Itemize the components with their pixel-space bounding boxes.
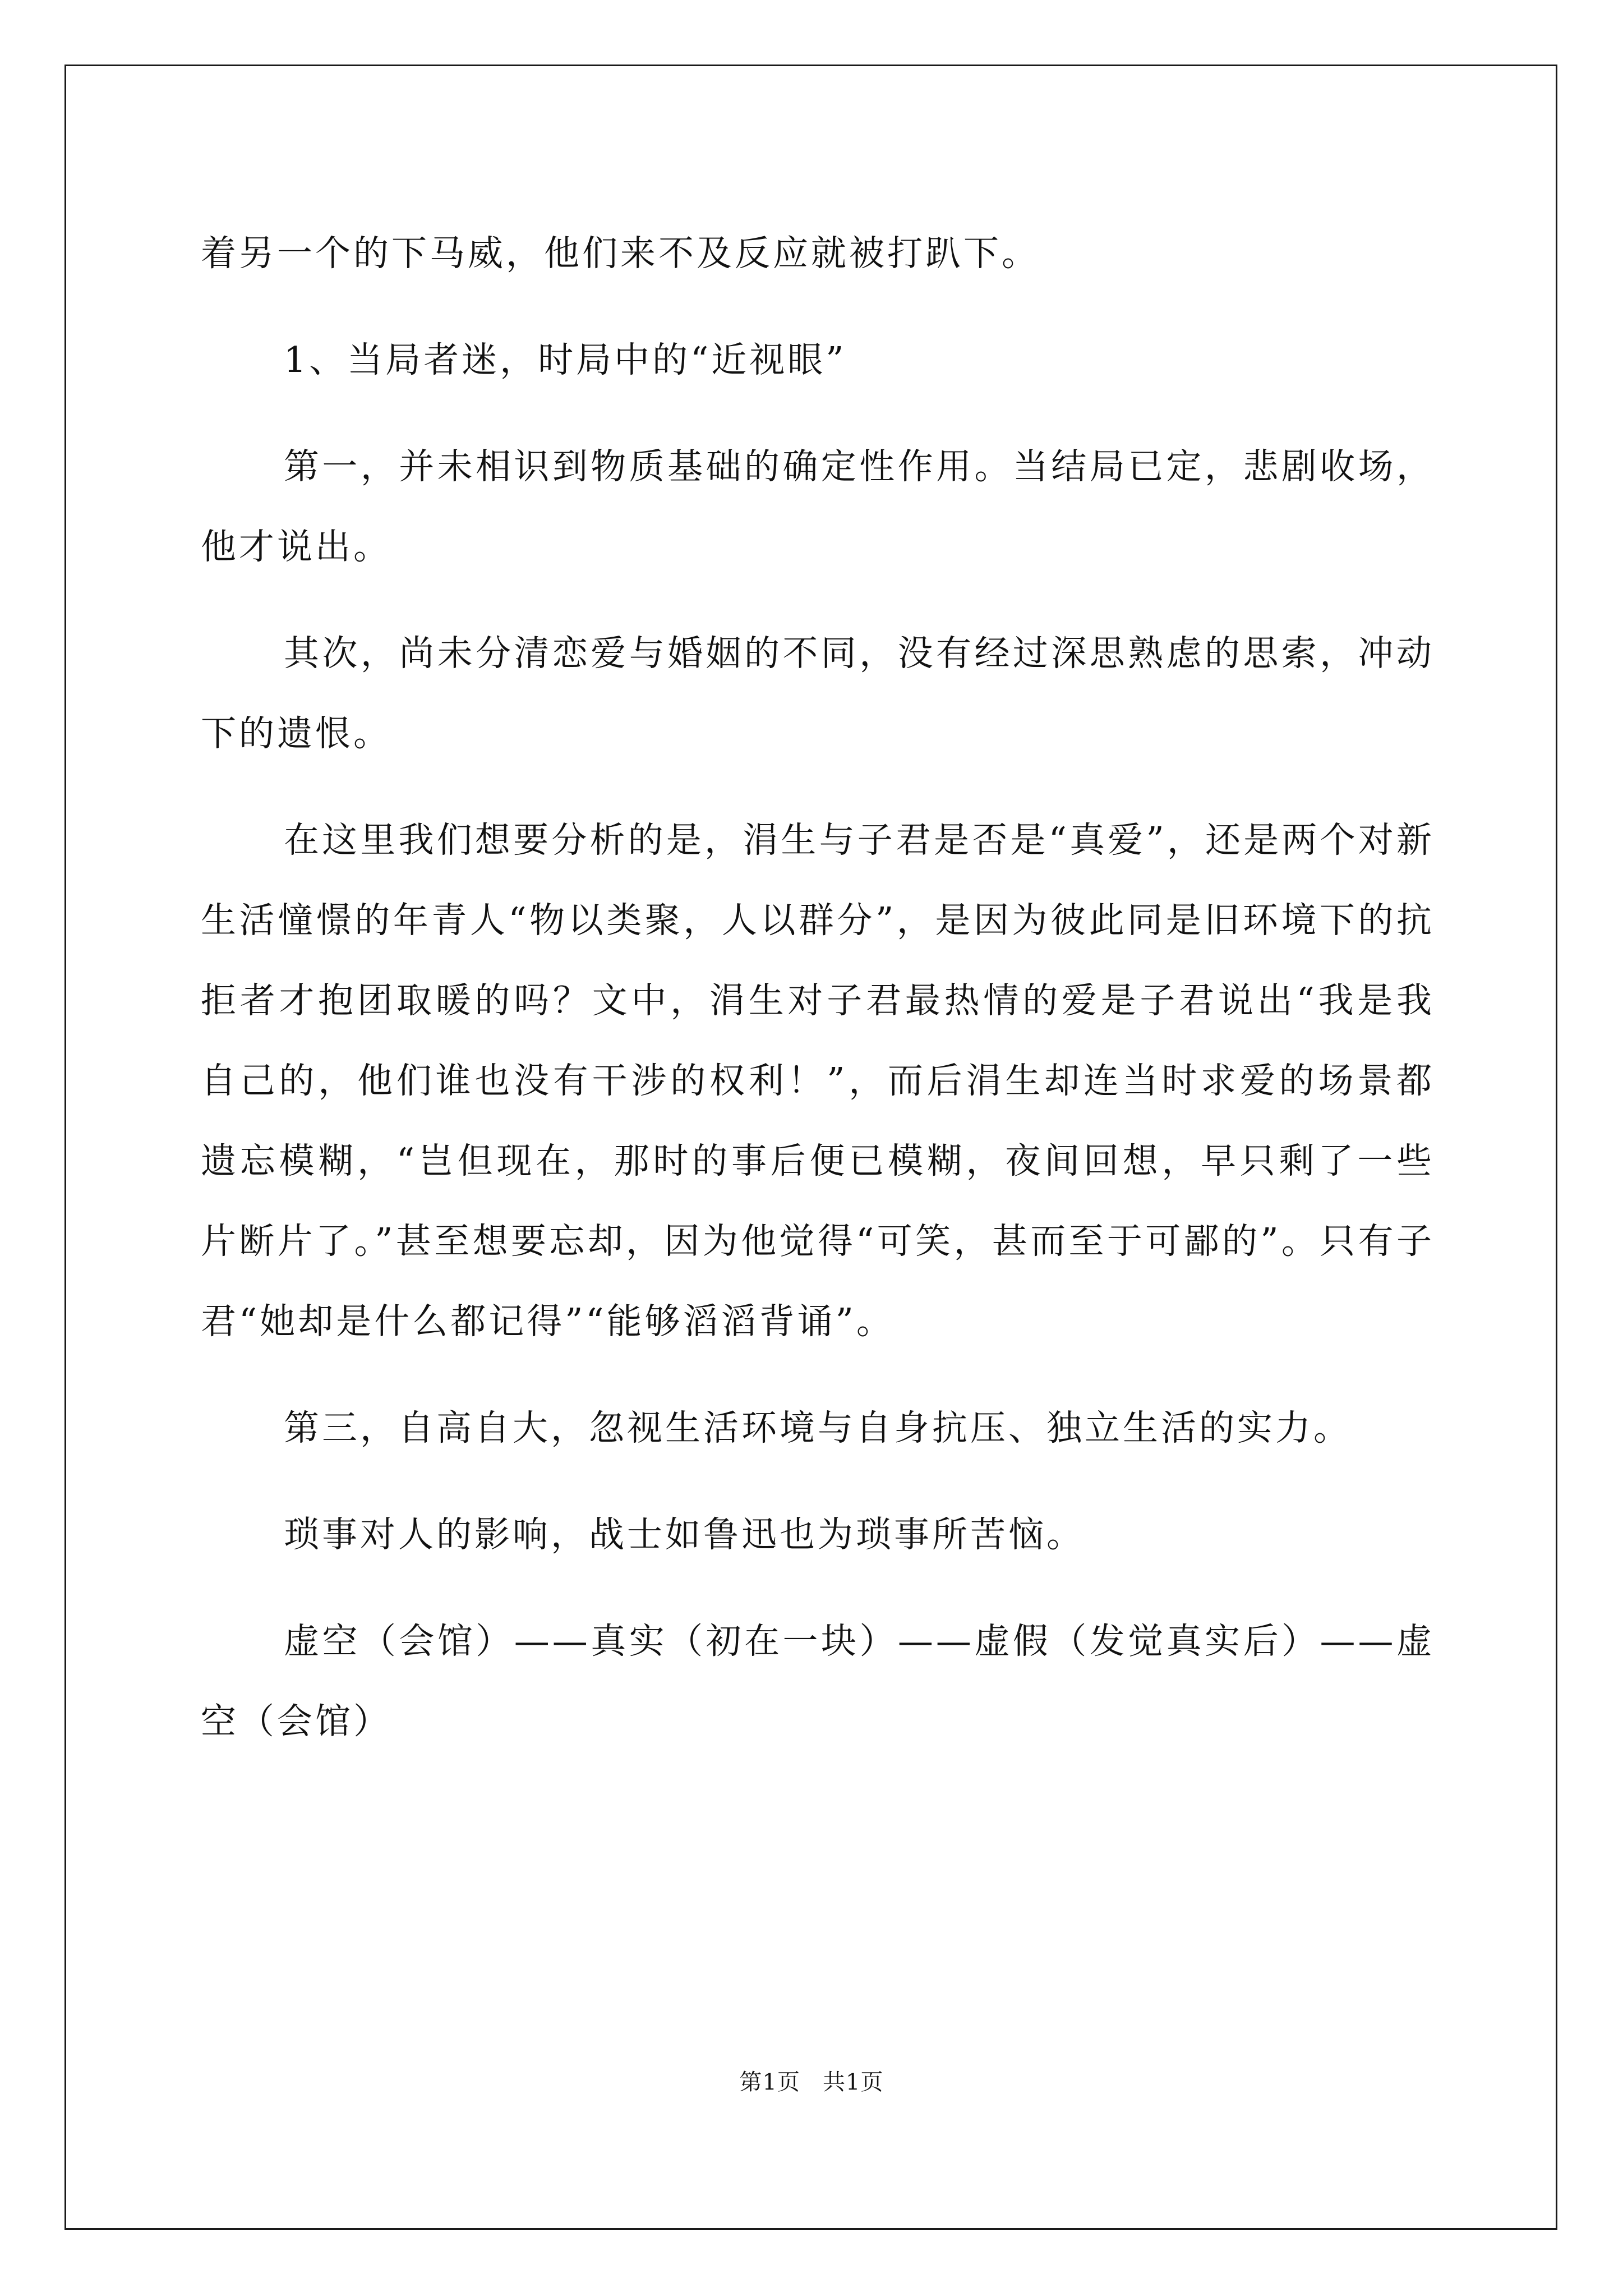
paragraph-third-point: 第三，自高自大，忽视生活环境与自身抗压、独立生活的实力。 <box>284 1407 1352 1448</box>
page-total: 共1页 <box>823 2069 884 2095</box>
paragraph-trivia: 琐事对人的影响，战士如鲁迅也为琐事所苦恼。 <box>284 1514 1085 1555</box>
paragraph-analysis: 在这里我们想要分析的是，涓生与子君是否是“真爱”，还是两个对新生活憧憬的年青人“物以类聚，人以群分”，是因为彼此同是旧环境下的抗拒者才抱团取暖的吗？文中，涓生对子君最热情的爱是子君说出“我是我自己的，他们谁也没有干涉的权利！”，而后涓生却连当时求爱的场景都遗忘模糊，“岂但现在，那时的事后便已模糊，夜间回想，早只剩了一些片断片了。”甚至想要忘却，因为他觉得“可笑，甚而至于可鄙的”。只有子君“她却是什么都记得”“能够滔滔背诵”。 <box>201 820 1435 1342</box>
section-heading: 1、当局者迷，时局中的“近视眼” <box>284 339 847 380</box>
page-footer <box>0 2064 1623 2096</box>
paragraph-1: 着另一个的下马威，他们来不及反应就被打趴下。 <box>201 233 1040 274</box>
paragraph-structure: 虚空（会馆）——真实（初在一块）——虚假（发觉真实后）——虚空（会馆） <box>201 1621 1435 1742</box>
page-number: 第1页 <box>739 2069 800 2095</box>
document-body <box>201 213 1435 1788</box>
paragraph-second-point: 其次，尚未分清恋爱与婚姻的不同，没有经过深思熟虑的思索，冲动下的遗恨。 <box>201 633 1435 754</box>
paragraph-first-point: 第一，并未相识到物质基础的确定性作用。当结局已定，悲剧收场，他才说出。 <box>201 446 1435 567</box>
